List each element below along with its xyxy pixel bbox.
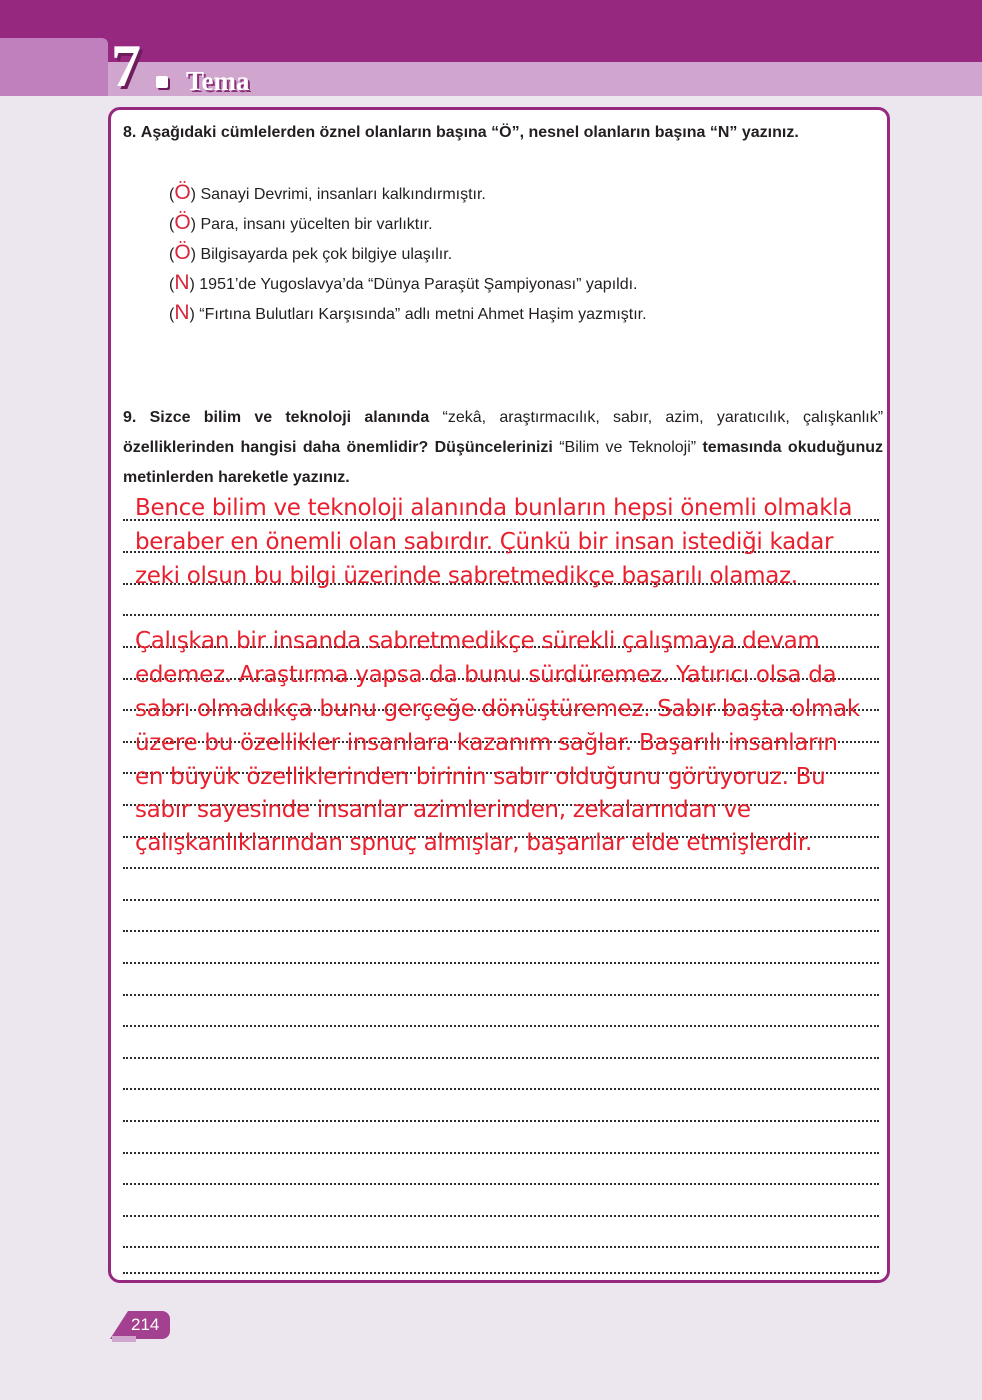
item-text: Para, insanı yücelten bir varlıktır. [200, 216, 433, 233]
list-item: (N) 1951’de Yugoslavya’da “Dünya Paraşüt Şampiyonası” yapıldı. [169, 271, 638, 294]
list-item: (Ö) Para, insanı yücelten bir varlıktır. [169, 211, 433, 234]
answer-line: üzere bu özellikler insanlara kazanım sağlar. Başarılı insanların [135, 730, 838, 756]
question-9-prompt [123, 403, 883, 493]
list-item: (N) “Fırtına Bulutları Karşısında” adlı metni Ahmet Haşim yazmıştır. [169, 301, 647, 324]
answer-line: sabrı olmadıkça bunu gerçeğe dönüştüremez. Sabır başta olmak [135, 696, 860, 722]
answer-line: en büyük özelliklerinden birinin sabır olduğunu görüyoruz. Bu [135, 764, 826, 790]
answer-mark: N [174, 301, 190, 324]
writing-line [123, 867, 879, 869]
writing-line [123, 1057, 879, 1059]
theme-label: Tema [186, 66, 250, 96]
question-8-text: Aşağıdaki cümlelerden öznel olanların başına “Ö”, nesnel olanların başına “N” yazınız. [140, 124, 799, 141]
writing-line [123, 1120, 879, 1122]
list-item: (Ö) Sanayi Devrimi, insanları kalkındırmıştır. [169, 181, 486, 204]
writing-line [123, 1215, 879, 1217]
item-text: “Fırtına Bulutları Karşısında” adlı metni Ahmet Haşim yazmıştır. [199, 306, 647, 323]
item-text: Sanayi Devrimi, insanları kalkındırmıştır. [200, 186, 486, 203]
answer-line: zeki olsun bu bilgi üzerinde sabretmedikçe başarılı olamaz. [135, 563, 798, 589]
question-9-text-4: “Bilim ve Teknoloji” [559, 439, 697, 456]
writing-line [123, 899, 879, 901]
writing-line [123, 614, 879, 616]
writing-line [123, 1025, 879, 1027]
question-9-text-2: “zekâ, araştırmacılık, sabır, azim, yaratıcılık, çalışkanlık” [442, 409, 884, 426]
writing-line [123, 930, 879, 932]
item-text: Bilgisayarda pek çok bilgiye ulaşılır. [200, 246, 453, 263]
answer-line: Çalışkan bir insanda sabretmedikçe sürekli çalışmaya devam [135, 628, 820, 654]
answer-line: sabır sayesinde insanlar azimlerinden, zekalarından ve [135, 797, 751, 823]
answer-line: beraber en önemli olan sabırdır. Çünkü bir insan istediği kadar [135, 529, 834, 555]
writing-line [123, 1272, 879, 1274]
answer-line: Bence bilim ve teknoloji alanında bunların hepsi önemli olmakla [135, 495, 853, 521]
theme-number-dot [156, 76, 168, 88]
list-item: (Ö) Bilgisayarda pek çok bilgiye ulaşılır. [169, 241, 453, 264]
question-9-text-1: Sizce bilim ve teknoloji alanında [149, 409, 430, 426]
question-9-text-5: temasında okuduğunuz metinlerden hareketle yazınız. [123, 439, 884, 486]
question-8-prompt [123, 118, 883, 148]
question-9-text-3: özelliklerinden hangisi daha önemlidir? Düşüncelerinizi [123, 439, 553, 456]
question-8-items [169, 178, 647, 328]
page-number: 214 [131, 1315, 160, 1334]
answer-mark: Ö [174, 211, 191, 234]
answer-mark: N [174, 271, 190, 294]
answer-mark: Ö [174, 181, 191, 204]
header-top-band [0, 0, 982, 62]
question-8-number: 8. [123, 124, 137, 141]
writing-line [123, 1183, 879, 1185]
header-strip [0, 62, 982, 96]
header-tab [0, 38, 108, 96]
writing-line [123, 1246, 879, 1248]
answer-mark: Ö [174, 241, 191, 264]
writing-line [123, 994, 879, 996]
theme-number: 7 [111, 33, 141, 99]
writing-line [123, 1152, 879, 1154]
writing-line [123, 962, 879, 964]
question-9-number: 9. [123, 409, 137, 426]
answer-line: edemez. Araştırma yapsa da bunu sürdüremez. Yatırıcı olsa da [135, 662, 837, 688]
answer-line: çalışkanlıklarından spnuç almışlar, başarılar elde etmişlerdir. [135, 830, 812, 856]
writing-line [123, 1088, 879, 1090]
item-text: 1951’de Yugoslavya’da “Dünya Paraşüt Şampiyonası” yapıldı. [199, 276, 638, 293]
